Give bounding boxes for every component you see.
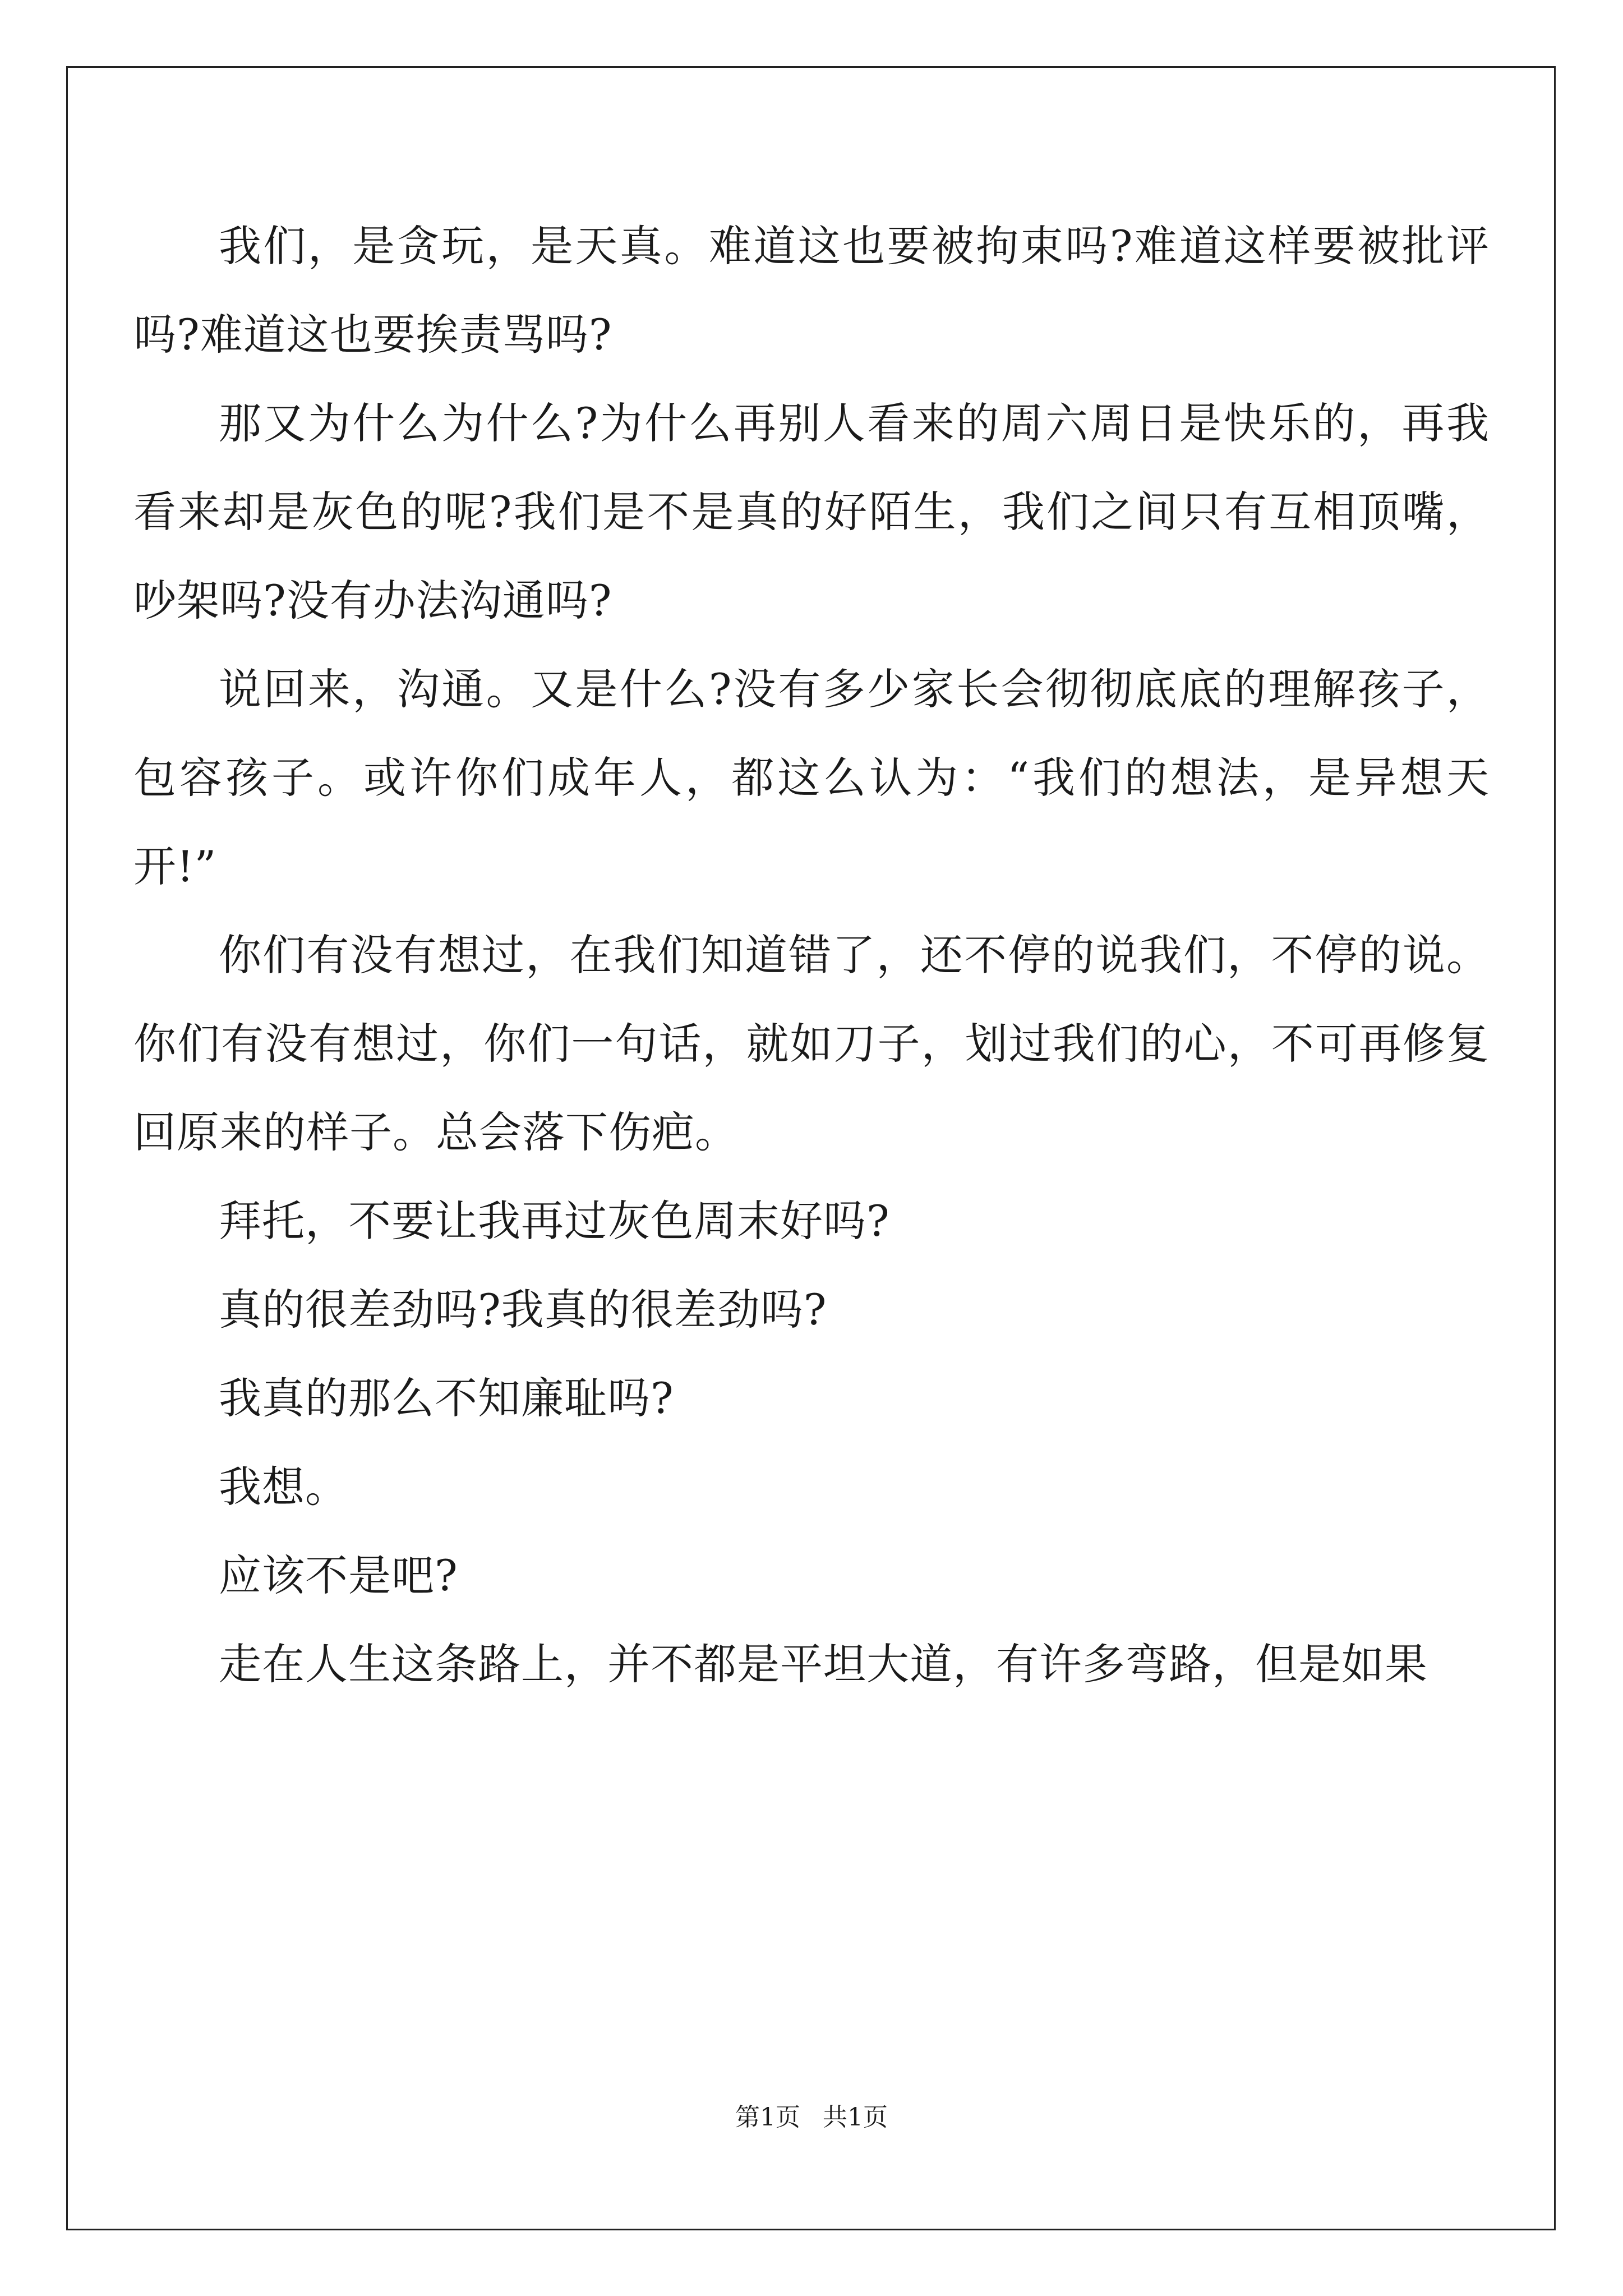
paragraph-8: 我想。 (219, 1462, 348, 1512)
page-footer (0, 2101, 1623, 2134)
page-number: 第1页 (735, 2103, 800, 2132)
paragraph-7: 我真的那么不知廉耻吗? (219, 1373, 674, 1423)
page-total: 共1页 (823, 2103, 888, 2132)
paragraph-4: 你们有没有想过，在我们知道错了，还不停的说我们，不停的说。你们有没有想过，你们一句话，就如刀子，划过我们的心，不可再修复回原来的样子。总会落下伤疤。 (133, 930, 1490, 1157)
paragraph-3: 说回来，沟通。又是什么?没有多少家长会彻彻底底的理解孩子，包容孩子。或许你们成年人，都这么认为：“我们的想法，是异想天开!” (133, 664, 1490, 891)
paragraph-5: 拜托，不要让我再过灰色周末好吗? (219, 1196, 890, 1246)
paragraph-2: 那又为什么为什么?为什么再别人看来的周六周日是快乐的，再我看来却是灰色的呢?我们是不是真的好陌生，我们之间只有互相顶嘴，吵架吗?没有办法沟通吗? (133, 398, 1490, 625)
paragraph-10: 走在人生这条路上，并不都是平坦大道，有许多弯路，但是如果 (219, 1639, 1428, 1689)
paragraph-9: 应该不是吧? (219, 1550, 458, 1600)
paragraph-1: 我们，是贪玩，是天真。难道这也要被拘束吗?难道这样要被批评吗?难道这也要挨责骂吗? (133, 221, 1490, 360)
paragraph-6: 真的很差劲吗?我真的很差劲吗? (219, 1285, 827, 1335)
document-body (133, 202, 1490, 1709)
